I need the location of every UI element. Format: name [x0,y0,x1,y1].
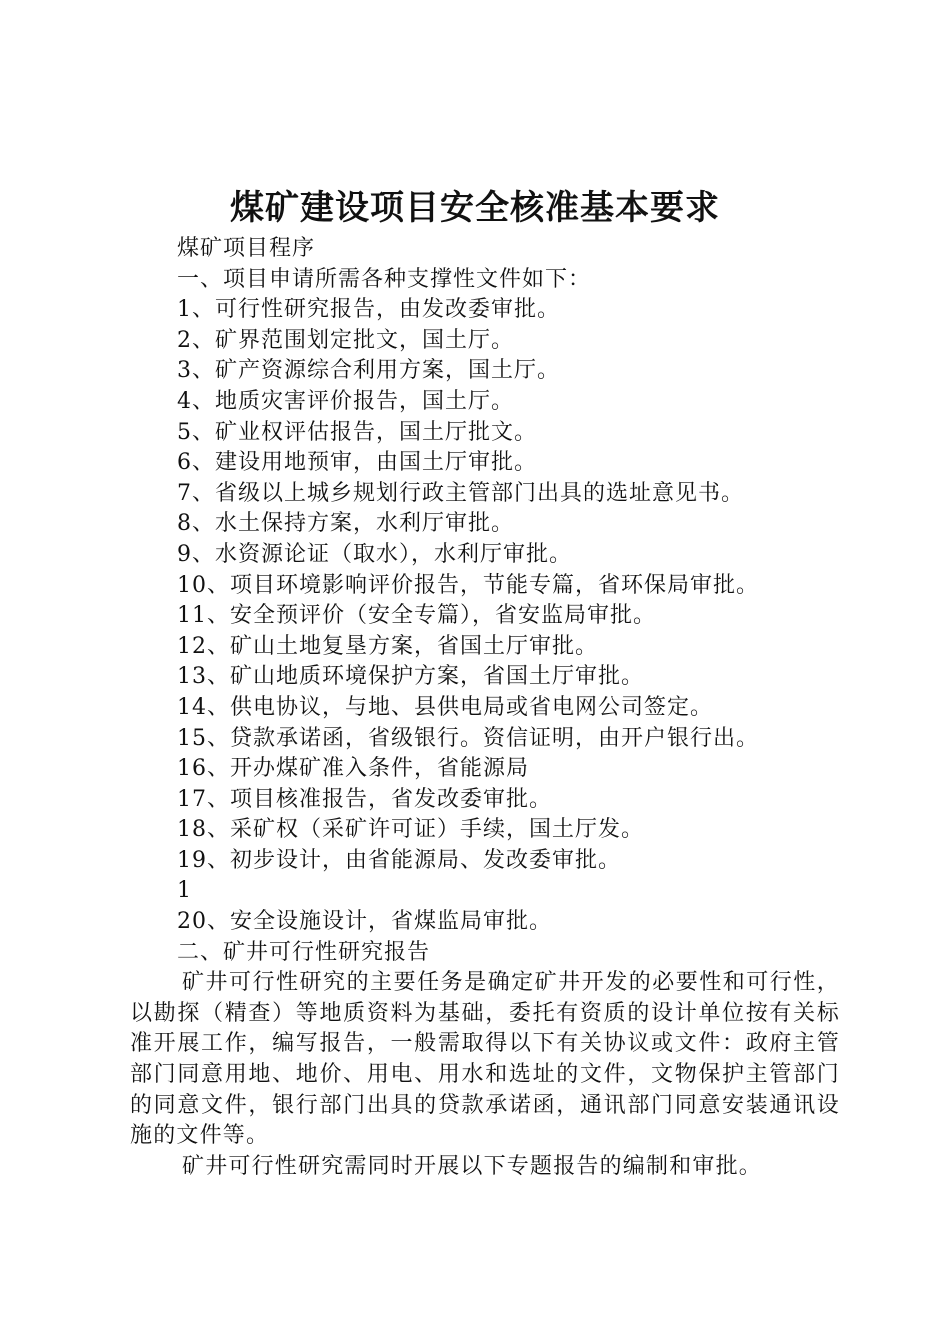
list-item: 11、安全预评价（安全专篇），省安监局审批。 [177,603,656,629]
list-item: 16、开办煤矿准入条件，省能源局 [177,756,529,782]
list-item: 17、项目核准报告，省发改委审批。 [177,786,552,812]
list-item: 3、矿产资源综合利用方案，国土厅。 [177,358,560,384]
list-item: 1、可行性研究报告，由发改委审批。 [177,297,560,323]
list-item: 13、矿山地质环境保护方案，省国土厅审批。 [177,664,644,690]
list-item: 6、建设用地预审，由国土厅审批。 [177,450,537,476]
list-item: 4、地质灾害评价报告，国土厅。 [177,388,514,414]
list-item: 20、安全设施设计，省煤监局审批。 [177,909,552,935]
body-paragraph: 矿井可行性研究需同时开展以下专题报告的编制和审批。 [182,1153,763,1179]
list-item: 5、矿业权评估报告，国土厅批文。 [177,419,537,445]
list-item: 9、水资源论证（取水），水利厅审批。 [177,541,572,567]
document-title: 煤矿建设项目安全核准基本要求 [230,188,720,228]
document-body [130,234,840,1182]
list-item: 2、矿界范围划定批文，国土厅。 [177,327,514,353]
list-item: 14、供电协议，与地、县供电局或省电网公司签定。 [177,694,713,720]
list-item: 10、项目环境影响评价报告，节能专篇，省环保局审批。 [177,572,759,598]
list-item: 19、初步设计，由省能源局、发改委审批。 [177,847,621,873]
section-heading: 二、矿井可行性研究报告 [177,939,431,965]
body-paragraph: 矿井可行性研究的主要任务是确定矿井开发的必要性和可行性，以勘探（精查）等地质资料为基础，委托有资质的设计单位按有关标准开展工作，编写报告，一般需取得以下有关协议或文件：政府主管部门同意用地、地价、用电、用水和选址的文件，文物保护主管部门的同意文件，银行部门出具的贷款承诺函，通讯部门同意安装通讯设施的文件等。 [130,970,840,1149]
list-item: 8、水土保持方案，水利厅审批。 [177,511,514,537]
section-heading: 煤矿项目程序 [177,236,316,261]
list-item: 15、贷款承诺函，省级银行。资信证明，由开户银行出。 [177,725,759,751]
section-heading: 一、项目申请所需各种支撑性文件如下： [177,266,592,292]
list-item: 18、采矿权（采矿许可证）手续，国土厅发。 [177,817,644,843]
list-item: 7、省级以上城乡规划行政主管部门出具的选址意见书。 [177,480,744,506]
list-item: 12、矿山土地复垦方案，省国土厅审批。 [177,633,598,659]
page-number: 1 [177,878,192,904]
